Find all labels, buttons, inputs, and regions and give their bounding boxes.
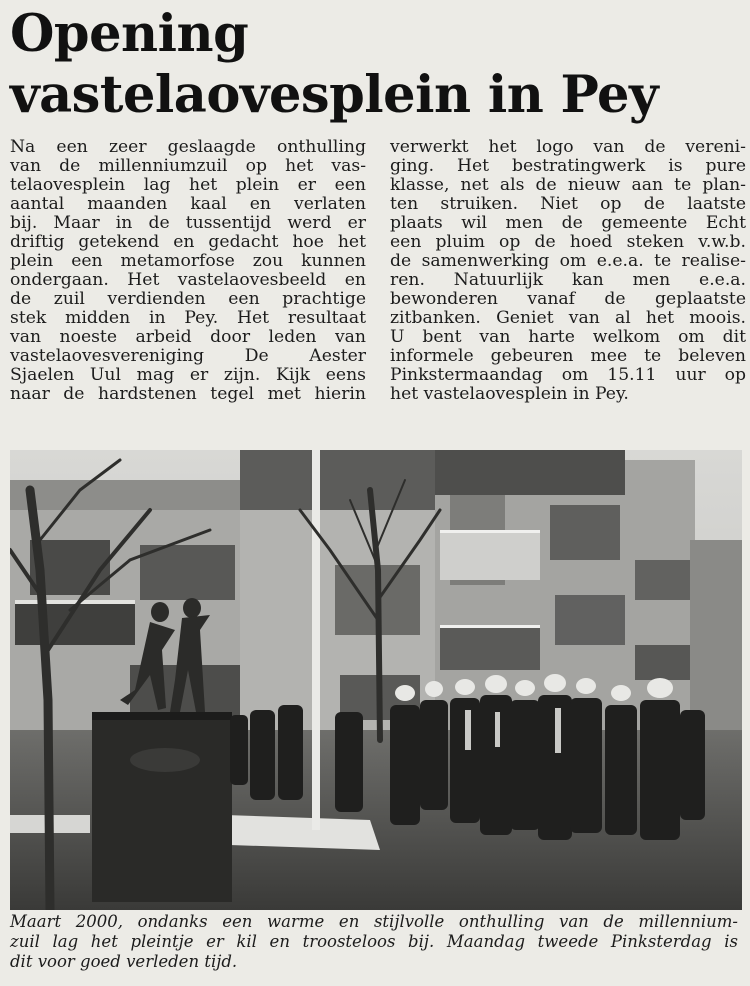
text-line: van noeste arbeid door leden van [10, 327, 366, 347]
text-line: bewonderen vanaf de geplaatste [390, 289, 746, 309]
text-line: van de millenniumzuil op het vas- [10, 156, 366, 176]
text-line: vastelaovesvereniging De Aester [10, 346, 366, 366]
text-line: plaats wil men de gemeente Echt [390, 213, 746, 233]
text-line: klasse, net als de nieuw aan te plan- [390, 175, 746, 195]
text-line: informele gebeuren mee te beleven [390, 346, 746, 366]
text-line: U bent van harte welkom om dit [390, 327, 746, 347]
text-line: ondergaan. Het vastelaovesbeeld en [10, 270, 366, 290]
caption-line: Maart 2000, ondanks een warme en stijlvolle onthulling van de millennium- [10, 912, 738, 931]
article-column-right [390, 138, 746, 404]
text-line: ren. Natuurlijk kan men e.e.a. [390, 270, 746, 290]
text-line: ten struiken. Niet op de laatste [390, 194, 746, 214]
text-line: plein een metamorfose zou kunnen [10, 251, 366, 271]
news-photo [10, 450, 742, 910]
caption-line: dit voor goed verleden tijd. [10, 952, 238, 971]
text-line: verwerkt het logo van de vereni- [390, 137, 746, 157]
text-line: Pinkstermaandag om 15.11 uur op [390, 365, 746, 385]
headline-line-2: vastelaovesplein in Pey [10, 65, 659, 125]
article-column-left [10, 138, 366, 404]
text-line: Sjaelen Uul mag er zijn. Kijk eens [10, 365, 366, 385]
text-line: aantal maanden kaal en verlaten [10, 194, 366, 214]
text-line: driftig getekend en gedacht hoe het [10, 232, 366, 252]
text-line: naar de hardstenen tegel met hierin [10, 384, 366, 404]
text-line: een pluim op de hoed steken v.w.b. [390, 232, 746, 252]
caption-line: zuil lag het pleintje er kil en troosteloos bij. Maandag tweede Pinksterdag is [10, 932, 738, 951]
text-line: het vastelaovesplein in Pey. [390, 384, 629, 404]
text-line: Na een zeer geslaagde onthulling [10, 137, 366, 157]
headline-line-1: Opening [10, 4, 249, 64]
text-line: zitbanken. Geniet van al het moois. [390, 308, 746, 328]
headline [10, 4, 745, 126]
text-line: stek midden in Pey. Het resultaat [10, 308, 366, 328]
text-line: ging. Het bestratingwerk is pure [390, 156, 746, 176]
text-line: de samenwerking om e.e.a. te realise- [390, 251, 746, 271]
text-line: bij. Maar in de tussentijd werd er [10, 213, 366, 233]
text-line: de zuil verdienden een prachtige [10, 289, 366, 309]
photo-scene [10, 450, 742, 910]
text-line: telaovesplein lag het plein er een [10, 175, 366, 195]
photo-caption [10, 912, 738, 972]
